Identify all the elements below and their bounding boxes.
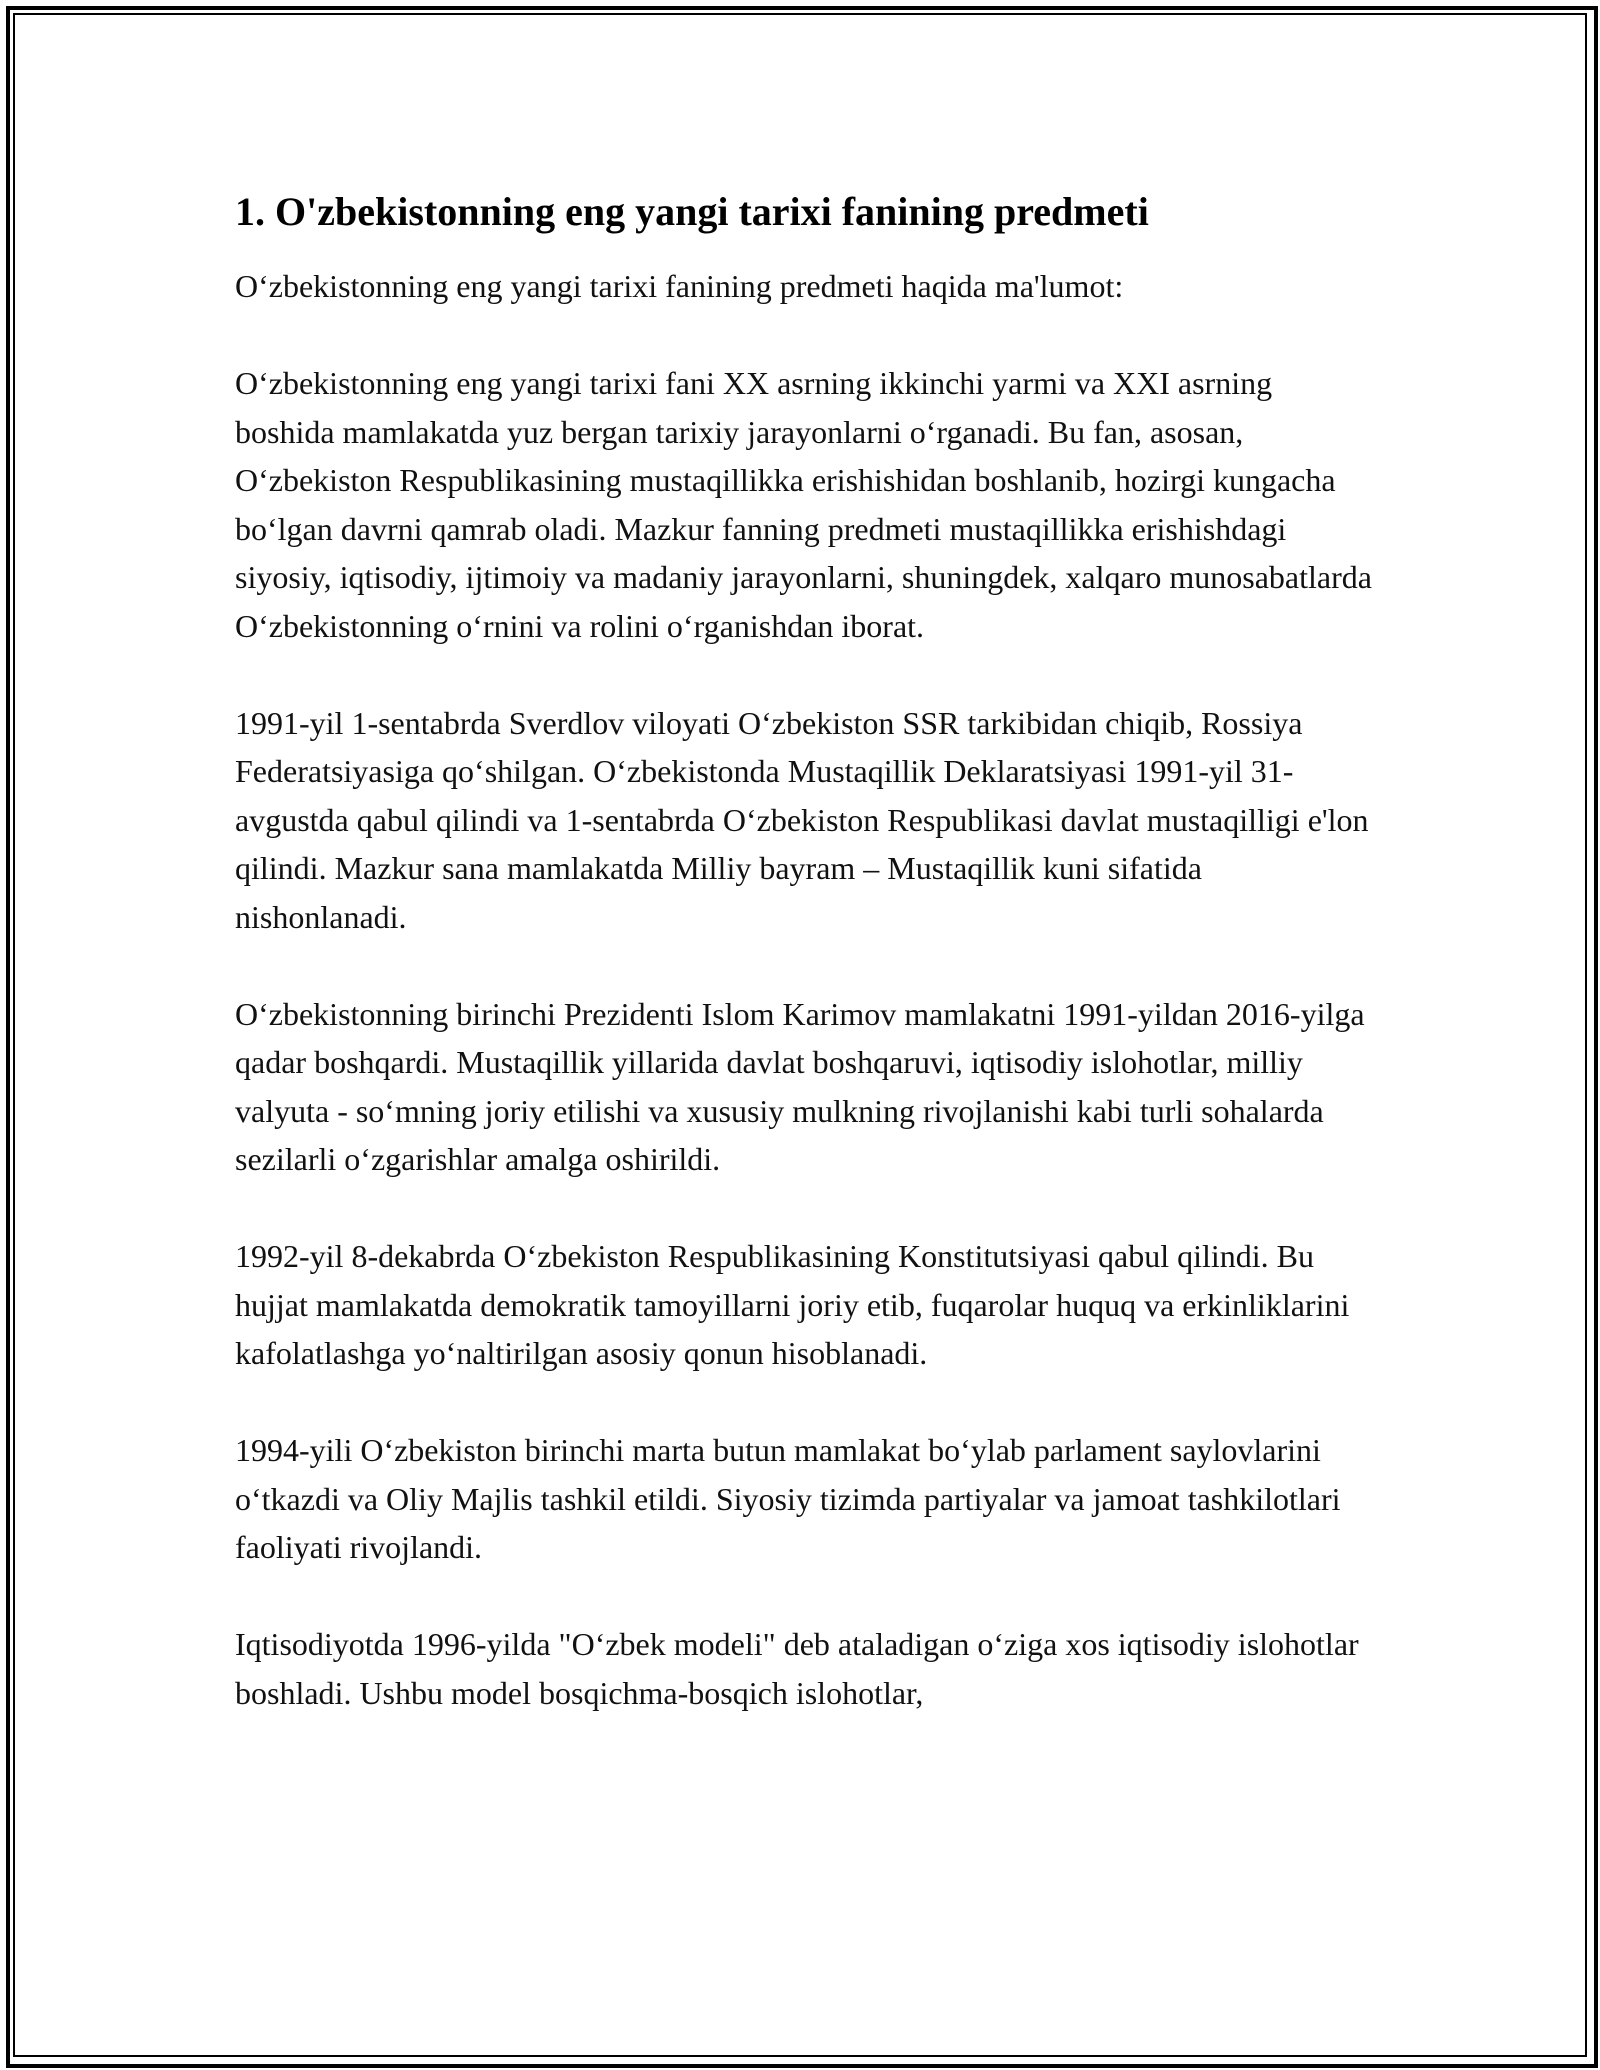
page-title: 1. O'zbekistonning eng yangi tarixi fanining predmeti: [235, 189, 1149, 234]
paragraph-parliament: 1994-yili O‘zbekiston birinchi marta butun mamlakat bo‘ylab parlament saylovlarini o‘tkazdi va Oliy Majlis tashkil etildi. Siyosiy tizimda partiyalar va jamoat tashkilotlari faoliyati rivojlandi.: [235, 1432, 1341, 1565]
paragraph-economy: Iqtisodiyotda 1996-yilda "O‘zbek modeli" deb ataladigan o‘ziga xos iqtisodiy islohotlar boshladi. Ushbu model bosqichma-bosqich islohotlar,: [235, 1626, 1359, 1711]
paragraph-independence: 1991-yil 1-sentabrda Sverdlov viloyati O‘zbekiston SSR tarkibidan chiqib, Rossiya Federatsiyasiga qo‘shilgan. O‘zbekistonda Mustaqillik Deklaratsiyasi 1991-yil 31-avgustda qabul qilindi va 1-sentabrda O‘zbekiston Respublikasi davlat mustaqilligi e'lon qilindi. Mazkur sana mamlakatda Milliy bayram – Mustaqillik kuni sifatida nishonlanadi.: [235, 704, 1369, 935]
paragraph-constitution: 1992-yil 8-dekabrda O‘zbekiston Respublikasining Konstitutsiyasi qabul qilindi. Bu hujjat mamlakatda demokratik tamoyillarni joriy etib, fuqarolar huquq va erkinliklarini kafolatlashga yo‘naltirilgan asosiy qonun hisoblanadi.: [235, 1238, 1350, 1371]
document-body: [235, 188, 1375, 1766]
paragraph-intro: O‘zbekistonning eng yangi tarixi fanining predmeti haqida ma'lumot:: [235, 268, 1124, 304]
paragraph-first-president: O‘zbekistonning birinchi Prezidenti Islom Karimov mamlakatni 1991-yildan 2016-yilga qadar boshqardi. Mustaqillik yillarida davlat boshqaruvi, iqtisodiy islohotlar, milliy valyuta - so‘mning joriy etilishi va xususiy mulkning rivojlanishi kabi turli sohalarda sezilarli o‘zgarishlar amalga oshirildi.: [235, 995, 1365, 1177]
paragraph-subject: O‘zbekistonning eng yangi tarixi fani XX asrning ikkinchi yarmi va XXI asrning boshida mamlakatda yuz bergan tarixiy jarayonlarni o‘rganadi. Bu fan, asosan, O‘zbekiston Respublikasining mustaqillikka erishishidan boshlanib, hozirgi kungacha bo‘lgan davrni qamrab oladi. Mazkur fanning predmeti mustaqillikka erishishdagi siyosiy, iqtisodiy, ijtimoiy va madaniy jarayonlarni, shuningdek, xalqaro munosabatlarda O‘zbekistonning o‘rnini va rolini o‘rganishdan iborat.: [235, 365, 1372, 644]
